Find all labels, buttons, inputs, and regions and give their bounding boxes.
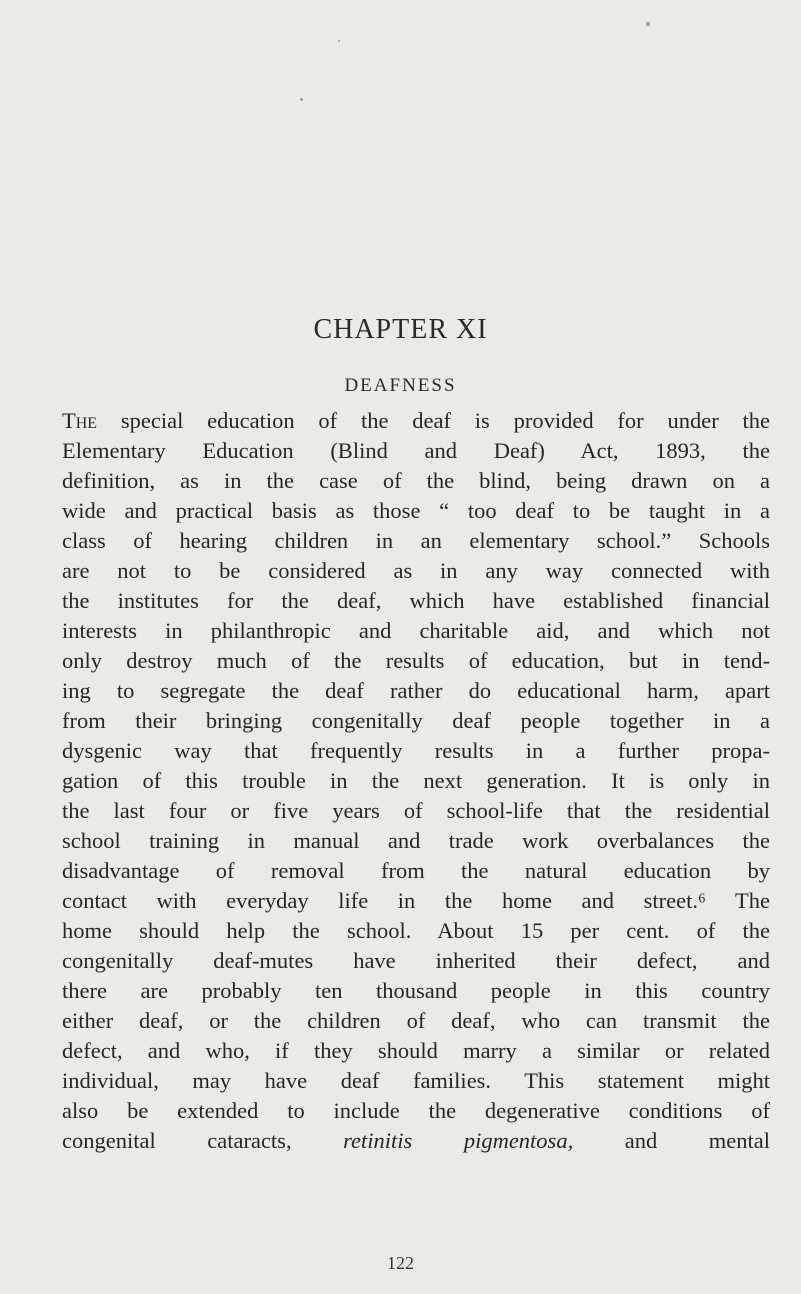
paragraph-line: class of hearing children in an elementary school.” Schools	[62, 528, 770, 553]
paragraph-line: Elementary Education (Blind and Deaf) Act, 1893, the	[62, 438, 770, 463]
chapter-title: DEAFNESS	[344, 375, 457, 396]
paragraph-line: congenitally deaf-mutes have inherited their defect, and	[62, 948, 770, 973]
paragraph-line: the last four or five years of school-life that the residential	[62, 798, 770, 823]
paragraph-line: home should help the school. About 15 per cent. of the	[62, 918, 770, 943]
paragraph-line: the institutes for the deaf, which have established financial	[62, 588, 770, 613]
paragraph-line: individual, may have deaf families. This statement might	[62, 1068, 770, 1093]
paragraph-line: wide and practical basis as those “ too deaf to be taught in a	[62, 498, 770, 523]
line-text: and mental	[573, 1128, 770, 1153]
paragraph-line: from their bringing congenitally deaf people together in a	[62, 708, 770, 733]
paragraph-line: only destroy much of the results of education, but in tend-	[62, 648, 770, 673]
paragraph-line: also be extended to include the degenerative conditions of	[62, 1098, 770, 1123]
opening-word: The	[62, 408, 98, 433]
page-number: 122	[387, 1253, 414, 1273]
paragraph-line	[62, 406, 770, 436]
paragraph-line: ing to segregate the deaf rather do educational harm, apart	[62, 678, 770, 703]
print-speck	[338, 40, 340, 42]
paragraph-line: contact with everyday life in the home and street.⁶ The	[62, 888, 770, 913]
paragraph-line: are not to be considered as in any way connected with	[62, 558, 770, 583]
print-speck	[646, 22, 650, 26]
paragraph-line: disadvantage of removal from the natural education by	[62, 858, 770, 883]
chapter-heading: CHAPTER XI	[313, 314, 488, 345]
paragraph-line	[62, 1126, 770, 1156]
print-speck	[300, 98, 303, 101]
body-paragraph	[62, 406, 770, 1156]
paragraph-line: definition, as in the case of the blind, being drawn on a	[62, 468, 770, 493]
paragraph-line: dysgenic way that frequently results in a further propa-	[62, 738, 770, 763]
paragraph-line: defect, and who, if they should marry a similar or related	[62, 1038, 770, 1063]
paragraph-line: either deaf, or the children of deaf, who can transmit the	[62, 1008, 770, 1033]
paragraph-line: there are probably ten thousand people in this country	[62, 978, 770, 1003]
italic-term: retinitis pigmentosa,	[343, 1128, 574, 1153]
paragraph-line: interests in philanthropic and charitable aid, and which not	[62, 618, 770, 643]
paragraph-line: gation of this trouble in the next generation. It is only in	[62, 768, 770, 793]
line-text: special education of the deaf is provided for under the	[97, 408, 770, 433]
paragraph-line: school training in manual and trade work overbalances the	[62, 828, 770, 853]
line-text: congenital cataracts,	[62, 1128, 344, 1153]
